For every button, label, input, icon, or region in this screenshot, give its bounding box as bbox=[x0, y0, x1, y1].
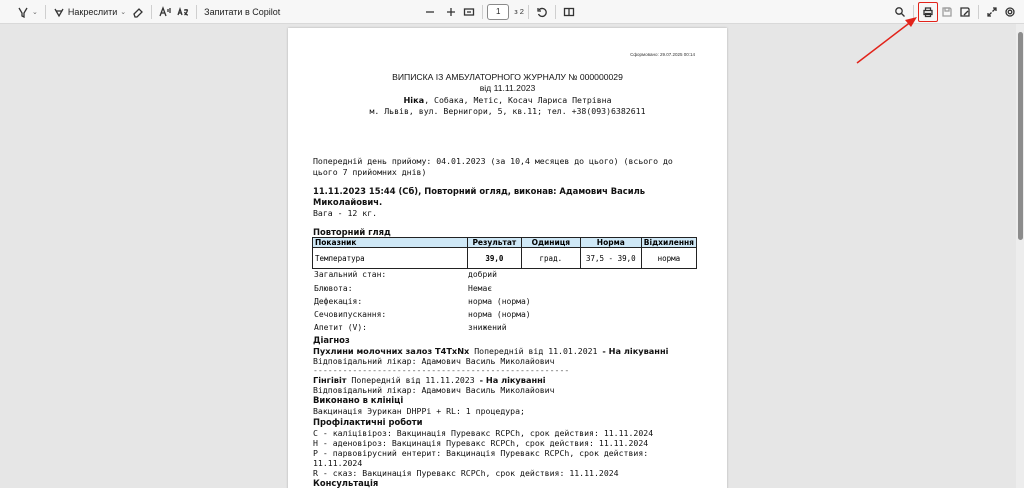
consultation-title: Консультація bbox=[313, 478, 379, 488]
observation-label: Апетит (V): bbox=[314, 323, 367, 332]
cell-result: 39,0 bbox=[467, 248, 521, 269]
diagnosis-2-name: Гінгівіт bbox=[313, 375, 347, 385]
observation-value: норма (норма) bbox=[468, 297, 531, 306]
diagnosis-1-previous: Попередній від 11.01.2021 bbox=[469, 346, 603, 356]
zoom-out-icon bbox=[424, 6, 436, 18]
visit-header-line-1: 11.11.2023 15:44 (Сб), Повторний огляд, виконав: Адамович Василь bbox=[313, 186, 646, 196]
diagnosis-title: Діагноз bbox=[313, 335, 350, 345]
cell-indicator: Температура bbox=[313, 248, 468, 269]
copilot-button[interactable] bbox=[201, 2, 283, 22]
save-as-icon bbox=[959, 6, 971, 18]
read-aloud-icon bbox=[159, 6, 171, 18]
prophylaxis-item: R - сказ: Вакцинація Пуревакс RCPCh, срок действия: 11.11.2024 bbox=[313, 468, 619, 478]
cell-norm: 37,5 - 39,0 bbox=[580, 248, 641, 269]
settings-icon bbox=[1004, 6, 1016, 18]
prophylaxis-item: Р - парвовірусний ентерит: Вакцинація Пуревакс RCPCh, срок действия: bbox=[313, 448, 649, 458]
done-title: Виконано в клініці bbox=[313, 395, 404, 405]
zoom-out-button[interactable] bbox=[421, 2, 439, 22]
zoom-in-button[interactable] bbox=[442, 2, 460, 22]
chevron-down-icon: ⌄ bbox=[32, 8, 38, 16]
save-icon bbox=[941, 6, 953, 18]
observation-label: Дефекація: bbox=[314, 297, 363, 306]
exam-title: Повторний гляд bbox=[313, 227, 391, 237]
observation-row bbox=[314, 297, 531, 306]
patient-name: Ніка bbox=[403, 95, 425, 105]
observation-label: Сечовипускання: bbox=[314, 310, 387, 319]
read-aloud-button[interactable] bbox=[156, 2, 174, 22]
observation-label: Блювота: bbox=[314, 284, 353, 293]
toolbar-divider bbox=[555, 5, 556, 19]
diagnosis-2 bbox=[313, 375, 546, 385]
patient-details: , Собака, Метіс, Косач Лариса Петрівна bbox=[424, 95, 612, 105]
owner-address: м. Львів, вул. Вернигори, 5, кв.11; тел. +38(093)6382611 bbox=[369, 106, 646, 116]
save-button[interactable] bbox=[938, 2, 956, 22]
highlight-button[interactable] bbox=[14, 2, 41, 22]
visit-header-line-2: Миколайович. bbox=[313, 197, 383, 207]
pdf-toolbar bbox=[0, 0, 1024, 24]
diagnosis-2-previous: Попередній від 11.11.2023 bbox=[346, 375, 480, 385]
document-title: ВИПИСКА ІЗ АМБУЛАТОРНОГО ЖУРНАЛУ № 000000029 bbox=[392, 72, 623, 82]
pdf-page bbox=[288, 28, 727, 488]
toolbar-divider bbox=[978, 5, 979, 19]
col-header-result: Результат bbox=[467, 238, 521, 248]
observation-row bbox=[314, 284, 493, 293]
results-table bbox=[312, 237, 697, 269]
draw-icon bbox=[53, 6, 65, 18]
translate-icon bbox=[177, 6, 189, 18]
prophylaxis-item: Н - аденовіроз: Вакцинація Пуревакс RCPCh, срок действия: 11.11.2024 bbox=[313, 438, 649, 448]
diagnosis-1-doctor: Відповідальний лікар: Адамович Василь Миколайович bbox=[313, 356, 555, 366]
vertical-scrollbar[interactable] bbox=[1016, 24, 1024, 488]
settings-button[interactable] bbox=[1001, 2, 1019, 22]
observation-row bbox=[314, 323, 507, 332]
page-number-input[interactable]: 1 bbox=[487, 4, 509, 20]
weight: Вага - 12 кг. bbox=[313, 208, 378, 218]
document-date: від 11.11.2023 bbox=[479, 83, 536, 93]
observation-row bbox=[314, 270, 497, 279]
observation-value: знижений bbox=[468, 323, 507, 332]
observation-value: Немає bbox=[468, 284, 493, 293]
toolbar-divider bbox=[151, 5, 152, 19]
cell-deviation: норма bbox=[641, 248, 696, 269]
toolbar-divider bbox=[196, 5, 197, 19]
previous-visit-line-1: Попередній день прийому: 04.01.2023 (за 10,4 месяцев до цього) (всього до bbox=[313, 156, 673, 166]
zoom-in-icon bbox=[445, 6, 457, 18]
rotate-button[interactable] bbox=[533, 2, 551, 22]
search-button[interactable] bbox=[891, 2, 909, 22]
filter-icon bbox=[17, 6, 29, 18]
diagnosis-1-status: - На лікуванні bbox=[602, 346, 669, 356]
divider-line: ---------------------------------------------------- bbox=[313, 365, 570, 375]
save-as-button[interactable] bbox=[956, 2, 974, 22]
print-button[interactable] bbox=[918, 2, 938, 22]
scrollbar-thumb[interactable] bbox=[1018, 32, 1023, 240]
cell-unit: град. bbox=[521, 248, 580, 269]
done-item: Вакцинація Эурикан DHPPi + RL: 1 процедура; bbox=[313, 406, 525, 416]
col-header-indicator: Показник bbox=[313, 238, 468, 248]
fullscreen-button[interactable] bbox=[983, 2, 1001, 22]
page-view-button[interactable] bbox=[560, 2, 578, 22]
search-icon bbox=[894, 6, 906, 18]
generated-timestamp: Сформовано: 29.07.2025 00:14 bbox=[630, 52, 695, 57]
observation-label: Загальний стан: bbox=[314, 270, 387, 279]
toolbar-divider bbox=[482, 5, 483, 19]
page-total: з 2 bbox=[514, 7, 524, 16]
patient-line bbox=[288, 95, 727, 105]
diagnosis-2-status: - На лікуванні bbox=[479, 375, 546, 385]
page-view-icon bbox=[563, 6, 575, 18]
prophylaxis-item: С - каліцівіроз: Вакцинація Пуревакс RCPCh, срок действия: 11.11.2024 bbox=[313, 428, 654, 438]
eraser-icon bbox=[132, 6, 144, 18]
copilot-label: Запитати в Copilot bbox=[204, 6, 281, 17]
fullscreen-icon bbox=[986, 6, 998, 18]
translate-button[interactable] bbox=[174, 2, 192, 22]
col-header-unit: Одиниця bbox=[521, 238, 580, 248]
toolbar-divider bbox=[45, 5, 46, 19]
print-icon bbox=[922, 6, 934, 18]
observation-row bbox=[314, 310, 531, 319]
fit-page-button[interactable] bbox=[460, 2, 478, 22]
diagnosis-2-doctor: Відповідальний лікар: Адамович Василь Миколайович bbox=[313, 385, 555, 395]
table-row bbox=[313, 248, 697, 269]
table-header-row bbox=[313, 238, 697, 248]
toolbar-divider bbox=[528, 5, 529, 19]
draw-label: Накреслити bbox=[67, 6, 118, 17]
draw-button[interactable] bbox=[50, 2, 129, 22]
diagnosis-1-name: Пухлини молочних залоз T4TxNx bbox=[313, 346, 470, 356]
observation-value: добрий bbox=[468, 270, 497, 279]
diagnosis-1 bbox=[313, 346, 668, 356]
col-header-norm: Норма bbox=[580, 238, 641, 248]
toolbar-divider bbox=[913, 5, 914, 19]
observation-value: норма (норма) bbox=[468, 310, 531, 319]
prophylaxis-item: 11.11.2024 bbox=[313, 458, 363, 468]
previous-visit-line-2: цього 7 прийомних днів) bbox=[313, 167, 427, 177]
chevron-down-icon: ⌄ bbox=[120, 8, 127, 16]
fit-page-icon bbox=[463, 6, 475, 18]
rotate-icon bbox=[536, 6, 548, 18]
prophylaxis-title: Профілактичні роботи bbox=[313, 417, 423, 427]
erase-button[interactable] bbox=[129, 2, 147, 22]
col-header-deviation: Відхилення bbox=[641, 238, 696, 248]
